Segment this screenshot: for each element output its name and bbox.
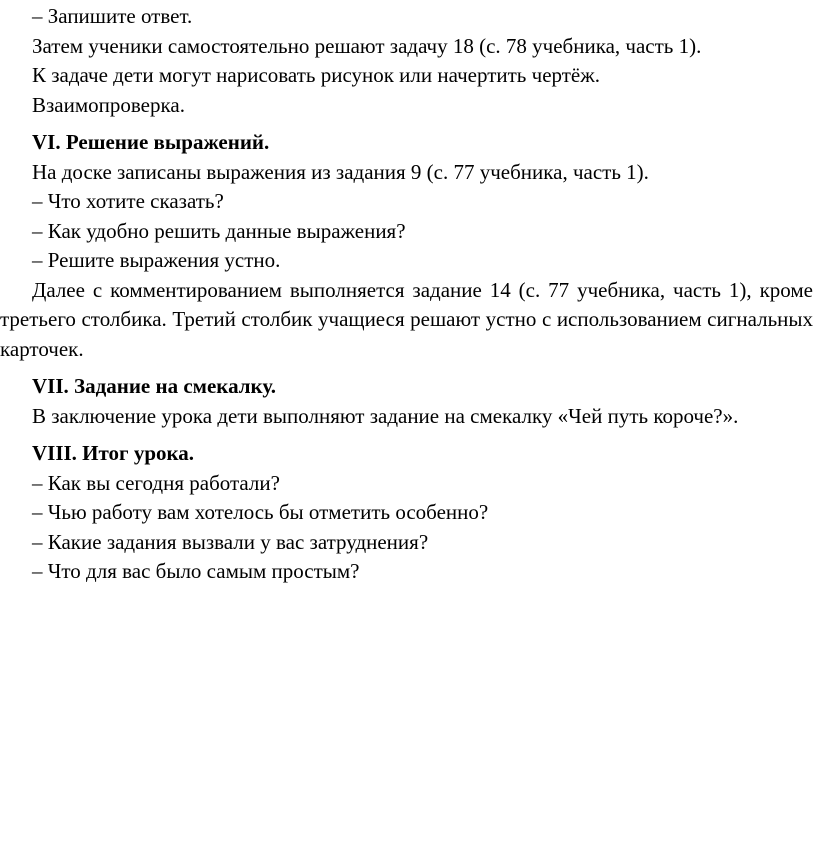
section-7-heading: VII. Задание на смекалку. <box>32 374 276 398</box>
intro-line-write-answer: – Запишите ответ. <box>32 4 193 28</box>
document-page <box>0 2 813 587</box>
section-8-heading: VIII. Итог урока. <box>32 441 195 465</box>
section-6-line-board: На доске записаны выражения из задания 9 (с. 77 учебника, часть 1). <box>32 159 649 184</box>
section-8-question-3: – Какие задания вызвали у вас затруднения? <box>32 529 429 554</box>
section-6-paragraph: Далее с комментированием выполняется задание 14 (с. 77 учебника, часть 1), кроме третьего столбика. Третий столбик учащиеся решают устно с использованием сигнальных карточек. <box>0 277 813 361</box>
section-8-question-4: – Что для вас было самым простым? <box>32 559 360 583</box>
section-8-question-1: – Как вы сегодня работали? <box>32 470 280 495</box>
section-6-heading: VI. Решение выражений. <box>32 130 270 154</box>
section-8-question-2: – Чью работу вам хотелось бы отметить особенно? <box>32 500 489 524</box>
section-7-paragraph: В заключение урока дети выполняют задание на смекалку «Чей путь короче?». <box>32 403 739 428</box>
intro-line-drawing: К задаче дети могут нарисовать рисунок или начертить чертёж. <box>32 63 600 87</box>
intro-line-peer-check: Взаимопроверка. <box>32 92 185 117</box>
section-6-question-1: – Что хотите сказать? <box>32 189 224 213</box>
section-6-question-2: – Как удобно решить данные выражения? <box>32 218 406 243</box>
intro-line-task-18: Затем ученики самостоятельно решают задачу 18 (с. 78 учебника, часть 1). <box>32 33 702 58</box>
section-6-question-3: – Решите выражения устно. <box>32 248 281 272</box>
